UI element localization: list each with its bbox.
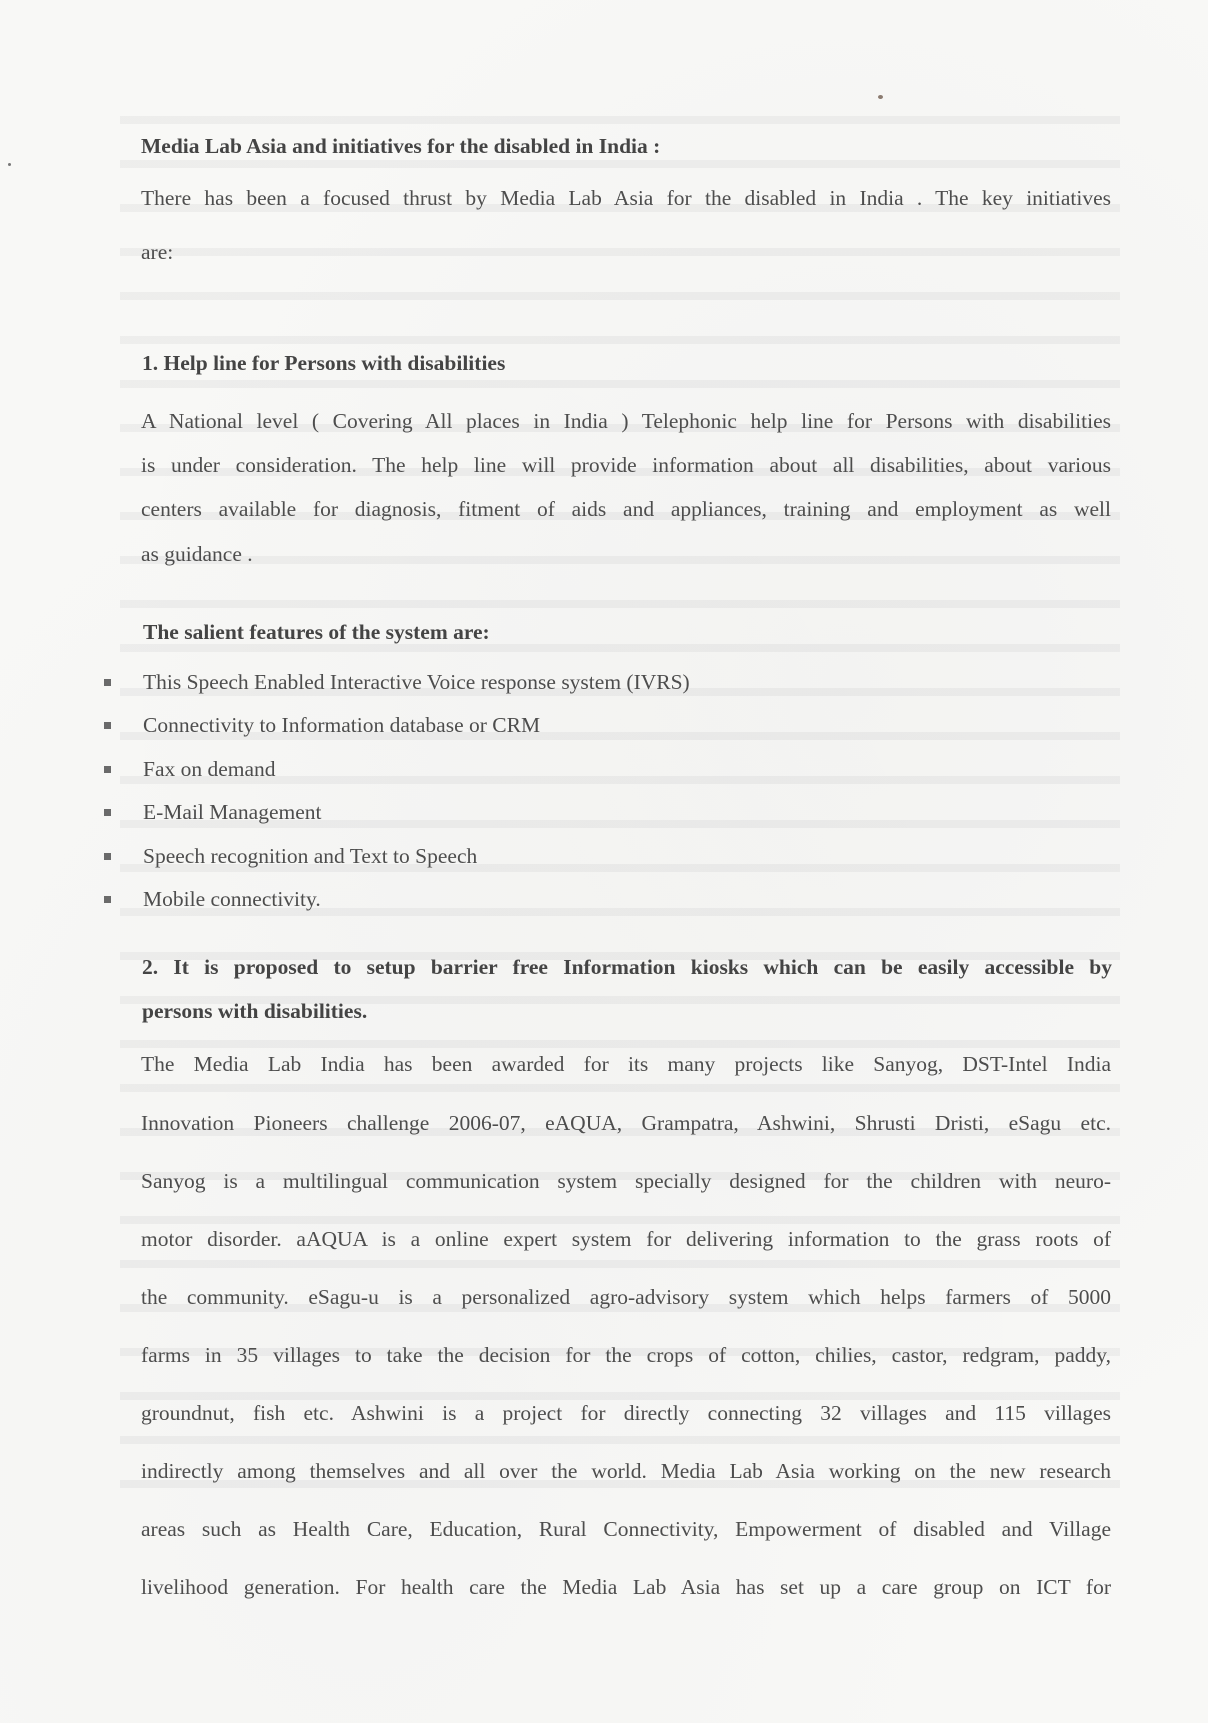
section2-line-6: farms in 35 villages to take the decision for the crops of cotton, chilies, castor, redgram, paddy, [141, 1343, 1111, 1367]
feature-text: E-Mail Management [143, 800, 322, 824]
scan-speck [878, 95, 883, 99]
section2-line-3: Sanyog is a multilingual communication system specially designed for the children with neuro- [141, 1169, 1111, 1193]
section2-line-7: groundnut, fish etc. Ashwini is a project for directly connecting 32 villages and 115 villages [141, 1401, 1111, 1425]
section1-line-3: centers available for diagnosis, fitment of aids and appliances, training and employment as well [141, 497, 1111, 521]
bullet-icon [104, 679, 111, 686]
bullet-icon [104, 853, 111, 860]
section2-heading-line-2: persons with disabilities. [142, 999, 368, 1023]
bullet-icon [104, 809, 111, 816]
section2-heading-line-1: 2. It is proposed to setup barrier free Information kiosks which can be easily accessible by [142, 955, 1112, 979]
section1-line-2: is under consideration. The help line will provide information about all disabilities, about various [141, 453, 1111, 477]
section1-line-4: as guidance . [141, 542, 253, 566]
bullet-icon [104, 896, 111, 903]
feature-text: This Speech Enabled Interactive Voice response system (IVRS) [143, 670, 690, 694]
intro-line-2: are: [141, 240, 174, 264]
scan-dot [8, 163, 11, 166]
feature-text: Speech recognition and Text to Speech [143, 844, 478, 868]
section2-line-4: motor disorder. aAQUA is a online expert system for delivering information to the grass roots of [141, 1227, 1111, 1251]
section2-line-5: the community. eSagu-u is a personalized agro-advisory system which helps farmers of 5000 [141, 1285, 1111, 1309]
feature-text: Fax on demand [143, 757, 276, 781]
feature-text: Connectivity to Information database or CRM [143, 713, 541, 737]
section1-line-1: A National level ( Covering All places in India ) Telephonic help line for Persons with disabilities [141, 409, 1111, 433]
section2-line-8: indirectly among themselves and all over the world. Media Lab Asia working on the new research [141, 1459, 1111, 1483]
bullet-icon [104, 766, 111, 773]
section2-line-2: Innovation Pioneers challenge 2006-07, eAQUA, Grampatra, Ashwini, Shrusti Dristi, eSagu etc. [141, 1111, 1111, 1135]
section2-line-10: livelihood generation. For health care the Media Lab Asia has set up a care group on ICT for [141, 1575, 1111, 1599]
bullet-icon [104, 722, 111, 729]
document-title: Media Lab Asia and initiatives for the disabled in India : [141, 134, 661, 158]
intro-line-1: There has been a focused thrust by Media Lab Asia for the disabled in India . The key initiatives [141, 186, 1111, 210]
features-heading: The salient features of the system are: [143, 620, 490, 644]
section2-line-9: areas such as Health Care, Education, Rural Connectivity, Empowerment of disabled and Village [141, 1517, 1111, 1541]
section1-heading: 1. Help line for Persons with disabilities [142, 351, 506, 375]
feature-text: Mobile connectivity. [143, 887, 321, 911]
section2-line-1: The Media Lab India has been awarded for its many projects like Sanyog, DST-Intel India [141, 1052, 1111, 1076]
